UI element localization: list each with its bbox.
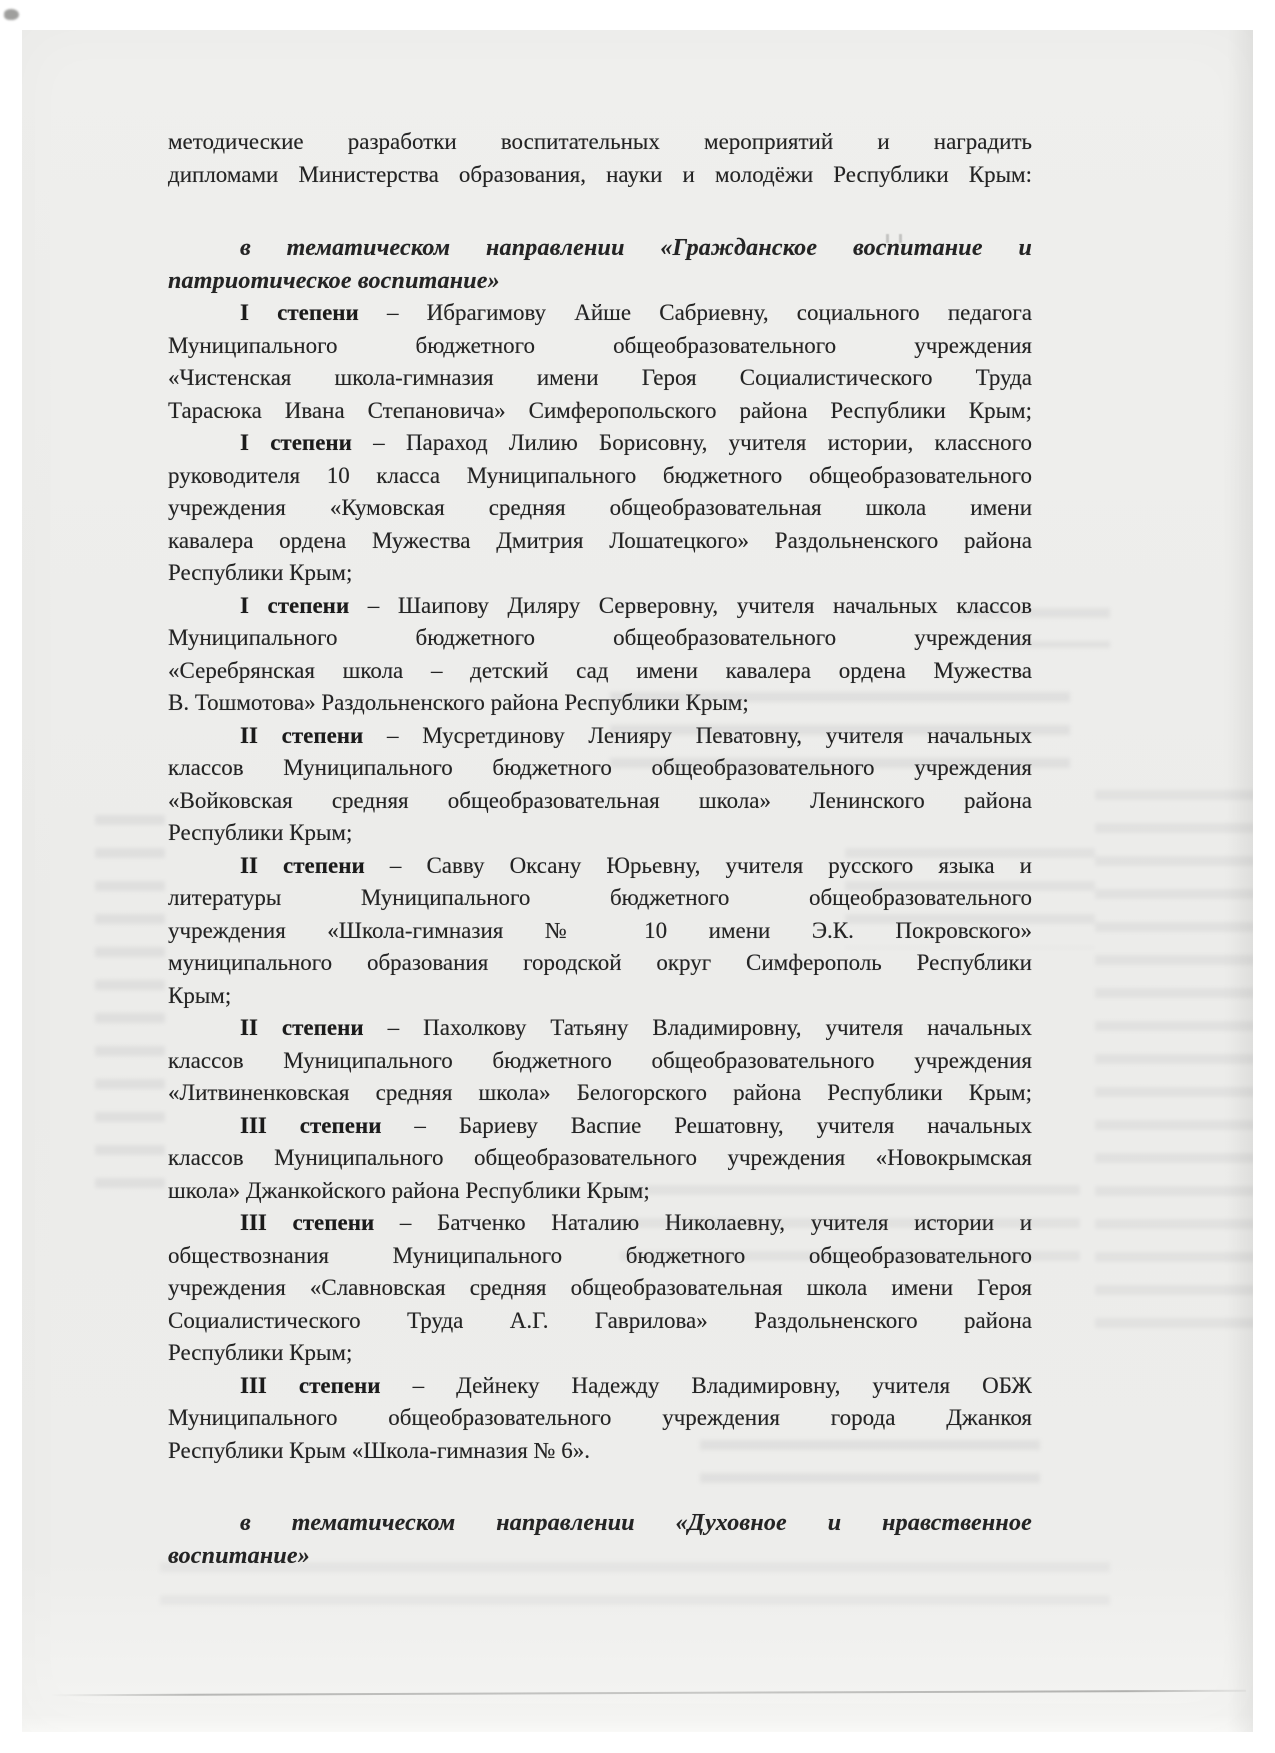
award-entry xyxy=(168,1012,1032,1110)
text-line: III степени – Дейнеку Надежду Владимировну, учителя ОБЖ xyxy=(240,1372,1032,1398)
degree-label: II степени xyxy=(240,852,365,878)
scan-line-artifact xyxy=(50,1690,1246,1697)
award-entry xyxy=(168,850,1032,1013)
text-line: методические разработки воспитательных мероприятий и наградить xyxy=(168,129,1032,154)
degree-label: III степени xyxy=(240,1210,375,1235)
text-line: Муниципального бюджетного общеобразовательного учреждения xyxy=(168,332,1032,358)
text-line: Республики Крым «Школа-гимназия № 6». xyxy=(168,1437,590,1463)
text-line: I степени – Шаипову Диляру Серверовну, учителя начальных классов xyxy=(240,592,1032,618)
text-line: кавалера ордена Мужества Дмитрия Лошатецкого» Раздольненского района xyxy=(168,527,1032,553)
degree-label: II степени xyxy=(240,1015,364,1040)
text-line: Республики Крым; xyxy=(168,560,353,585)
text-line: Республики Крым; xyxy=(168,1340,353,1365)
document-body xyxy=(168,126,1032,1572)
text-line: воспитание» xyxy=(168,1542,310,1569)
degree-label: III степени xyxy=(240,1372,381,1398)
heading-paragraph xyxy=(168,232,1032,297)
text-line: учреждения «Кумовская средняя общеобразовательная школа имени xyxy=(168,495,1032,520)
text-line: «Серебрянская школа – детский сад имени кавалера ордена Мужества xyxy=(168,657,1032,683)
degree-label: I степени xyxy=(240,430,352,455)
text-line: патриотическое воспитание» xyxy=(168,267,500,294)
award-entry xyxy=(168,1207,1032,1370)
text-line: Тарасюка Ивана Степановича» Симферопольского района Республики Крым; xyxy=(168,397,1032,423)
text-line: руководителя 10 класса Муниципального бюджетного общеобразовательного xyxy=(168,462,1032,488)
text-line: классов Муниципального общеобразовательного учреждения «Новокрымская xyxy=(168,1145,1032,1170)
text-line: Муниципального бюджетного общеобразовательного учреждения xyxy=(168,625,1032,650)
text-line: учреждения «Славновская средняя общеобразовательная школа имени Героя xyxy=(168,1275,1032,1300)
text-line: II степени – Савву Оксану Юрьевну, учителя русского языка и xyxy=(240,852,1032,878)
text-line: «Войковская средняя общеобразовательная школа» Ленинского района xyxy=(168,787,1032,813)
text-line: классов Муниципального бюджетного общеобразовательного учреждения xyxy=(168,1047,1032,1073)
document-page xyxy=(22,30,1253,1732)
text-line: учреждения «Школа-гимназия № 10 имени Э.К. Покровского» xyxy=(168,917,1032,943)
text-line: «Литвиненковская средняя школа» Белогорского района Республики Крым; xyxy=(168,1080,1032,1105)
scan-speck-artifact xyxy=(4,9,19,20)
award-entry xyxy=(168,297,1032,427)
text-line: «Чистенская школа-гимназия имени Героя Социалистического Труда xyxy=(168,365,1032,390)
text-line: III степени – Батченко Наталию Николаевну, учителя истории и xyxy=(240,1210,1033,1235)
degree-label: II степени xyxy=(240,722,364,748)
text-line: I степени – Ибрагимову Айше Сабриевну, социального педагога xyxy=(240,300,1032,325)
text-line: муниципального образования городской округ Симферополь Республики xyxy=(168,950,1032,975)
text-line: классов Муниципального бюджетного общеобразовательного учреждения xyxy=(168,755,1032,780)
heading2-paragraph xyxy=(168,1507,1032,1572)
intro-paragraph xyxy=(168,126,1032,191)
text-line: Крым; xyxy=(168,982,232,1008)
award-entry xyxy=(168,590,1032,720)
text-line: литературы Муниципального бюджетного общеобразовательного xyxy=(168,885,1032,910)
text-line: III степени – Бариеву Васпие Решатовну, учителя начальных xyxy=(240,1112,1032,1138)
text-line: Республики Крым; xyxy=(168,820,353,845)
degree-label: III степени xyxy=(240,1112,382,1138)
text-line: II степени – Пахолкову Татьяну Владимировну, учителя начальных xyxy=(240,1015,1032,1040)
scan-bleed-artifact xyxy=(1095,790,1253,1330)
text-line: обществознания Муниципального бюджетного общеобразовательного xyxy=(168,1242,1032,1268)
award-entry xyxy=(168,1110,1032,1208)
degree-label: I степени xyxy=(240,592,350,618)
award-entry xyxy=(168,720,1032,850)
award-entry xyxy=(168,1370,1032,1468)
text-line: школа» Джанкойского района Республики Крым; xyxy=(168,1177,650,1203)
text-line: В. Тошмотова» Раздольненского района Республики Крым; xyxy=(168,690,749,715)
text-line: в тематическом направлении «Гражданское воспитание и xyxy=(240,235,1032,261)
text-line: I степени – Параход Лилию Борисовну, учителя истории, классного xyxy=(240,430,1032,455)
text-line: Муниципального общеобразовательного учреждения города Джанкоя xyxy=(168,1405,1032,1430)
text-line: Социалистического Труда А.Г. Гаврилова» Раздольненского района xyxy=(168,1307,1032,1333)
text-line: II степени – Мусретдинову Ленияру Певатовну, учителя начальных xyxy=(240,722,1032,748)
text-line: дипломами Министерства образования, науки и молодёжи Республики Крым: xyxy=(168,161,1032,187)
text-line: в тематическом направлении «Духовное и нравственное xyxy=(240,1510,1032,1536)
degree-label: I степени xyxy=(240,300,359,325)
award-entry xyxy=(168,427,1032,590)
scan-bleed-artifact xyxy=(95,815,165,1195)
